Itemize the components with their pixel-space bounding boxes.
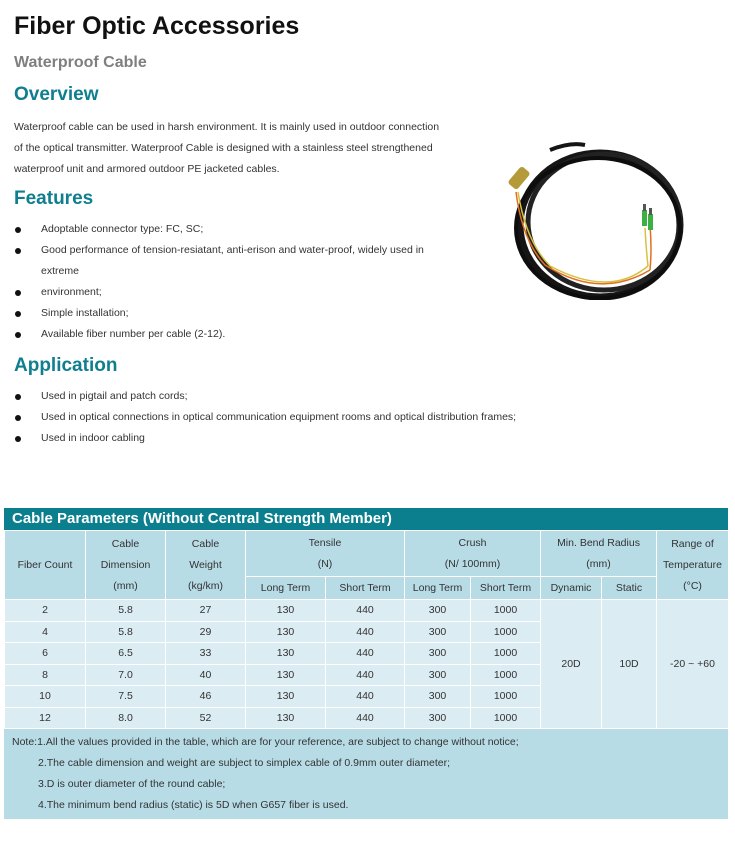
overview-line: Waterproof cable can be used in harsh environment. It is mainly used in outdoor connection: [14, 121, 440, 133]
bullet-icon: [15, 332, 21, 338]
list-item: [0, 407, 516, 428]
cell-crush-short: 1000: [471, 664, 541, 686]
cell-fiber-count: 2: [5, 600, 86, 622]
cell-crush-long: 300: [405, 664, 471, 686]
cell-dimension: 6.5: [86, 643, 166, 665]
cell-fiber-count: 6: [5, 643, 86, 665]
list-item: [0, 261, 424, 282]
list-item: [0, 219, 424, 240]
product-image: [500, 130, 720, 300]
list-item: [0, 282, 424, 303]
header-text: Dimension: [100, 558, 151, 571]
cell-tensile-short: 440: [326, 707, 405, 729]
cell-tensile-short: 440: [326, 664, 405, 686]
note-line: 3.D is outer diameter of the round cable;: [38, 778, 226, 790]
header-fiber-count: Fiber Count: [5, 531, 86, 600]
bullet-icon: [15, 436, 21, 442]
overview-text: [14, 117, 464, 180]
cell-tensile-long: 130: [246, 664, 326, 686]
page-title: Fiber Optic Accessories: [14, 12, 300, 40]
header-text: (kg/km): [188, 579, 223, 592]
note-line: 2.The cable dimension and weight are subject to simplex cable of 0.9mm outer diameter;: [38, 757, 451, 769]
header-crush: [405, 531, 541, 577]
cell-tensile-short: 440: [326, 621, 405, 643]
cell-crush-short: 1000: [471, 600, 541, 622]
feature-text: extreme: [41, 265, 79, 277]
cell-dimension: 8.0: [86, 707, 166, 729]
header-temperature: [657, 531, 729, 600]
cell-tensile-long: 130: [246, 643, 326, 665]
cell-crush-long: 300: [405, 686, 471, 708]
cell-tensile-long: 130: [246, 707, 326, 729]
list-item: [0, 303, 424, 324]
table-notes: [4, 729, 728, 819]
header-tensile-long-term: Long Term: [246, 577, 326, 600]
cell-crush-short: 1000: [471, 621, 541, 643]
application-text: Used in optical connections in optical communication equipment rooms and optical distribution frames;: [41, 411, 517, 423]
overview-line: waterproof unit and armored outdoor PE jacketed cables.: [14, 163, 280, 175]
header-tensile: [246, 531, 405, 577]
parameters-table: [4, 530, 729, 729]
header-text: (°C): [683, 579, 702, 592]
feature-text: Simple installation;: [41, 307, 129, 319]
header-bend-radius: [541, 531, 657, 577]
list-item: [0, 324, 424, 345]
table-title: Cable Parameters (Without Central Strength Member): [4, 508, 728, 530]
cell-dimension: 7.0: [86, 664, 166, 686]
cell-fiber-count: 10: [5, 686, 86, 708]
list-item: [0, 428, 516, 449]
cell-weight: 52: [166, 707, 246, 729]
cell-bend-static: 10D: [602, 600, 657, 729]
cell-dimension: 7.5: [86, 686, 166, 708]
features-list: [0, 219, 424, 345]
cell-tensile-short: 440: [326, 643, 405, 665]
cell-crush-long: 300: [405, 707, 471, 729]
cell-crush-short: 1000: [471, 643, 541, 665]
header-cable-dimension: [86, 531, 166, 600]
cell-crush-long: 300: [405, 600, 471, 622]
header-text: (mm): [113, 579, 138, 592]
cell-dimension: 5.8: [86, 621, 166, 643]
header-cable-weight: [166, 531, 246, 600]
cell-weight: 46: [166, 686, 246, 708]
bullet-icon: [15, 227, 21, 233]
page-subtitle: Waterproof Cable: [14, 54, 147, 71]
cell-tensile-long: 130: [246, 600, 326, 622]
bullet-icon: [15, 415, 21, 421]
features-heading: Features: [14, 188, 94, 209]
application-list: [0, 386, 516, 449]
cell-tensile-long: 130: [246, 686, 326, 708]
header-text: Cable: [191, 537, 220, 550]
cell-fiber-count: 12: [5, 707, 86, 729]
bullet-icon: [15, 394, 21, 400]
table-row: [5, 600, 729, 622]
cell-tensile-short: 440: [326, 600, 405, 622]
cell-fiber-count: 8: [5, 664, 86, 686]
list-item: [0, 240, 424, 261]
feature-text: environment;: [41, 286, 102, 298]
application-text: Used in indoor cabling: [41, 432, 145, 444]
header-text: Crush: [458, 536, 487, 549]
overview-heading: Overview: [14, 84, 99, 105]
note-line: 4.The minimum bend radius (static) is 5D when G657 fiber is used.: [38, 799, 349, 811]
header-text: Range of: [671, 537, 714, 550]
header-text: Cable: [111, 537, 140, 550]
header-dynamic: Dynamic: [541, 577, 602, 600]
cell-weight: 33: [166, 643, 246, 665]
cell-tensile-short: 440: [326, 686, 405, 708]
list-item: [0, 386, 516, 407]
cell-weight: 27: [166, 600, 246, 622]
header-text: Temperature: [663, 558, 722, 571]
feature-text: Adoptable connector type: FC, SC;: [41, 223, 204, 235]
header-text: Weight: [189, 558, 222, 571]
note-line: Note:1.All the values provided in the table, which are for your reference, are subject to change without notice;: [12, 736, 519, 748]
header-text: Min. Bend Radius: [557, 536, 640, 549]
header-text: Tensile: [308, 536, 342, 549]
cell-crush-short: 1000: [471, 707, 541, 729]
cell-bend-dynamic: 20D: [541, 600, 602, 729]
header-text: (N): [317, 557, 333, 570]
bullet-icon: [15, 290, 21, 296]
cell-fiber-count: 4: [5, 621, 86, 643]
cable-parameters-table: [4, 508, 728, 819]
application-text: Used in pigtail and patch cords;: [41, 390, 188, 402]
application-heading: Application: [14, 355, 118, 376]
header-tensile-short-term: Short Term: [326, 577, 405, 600]
cell-weight: 40: [166, 664, 246, 686]
bullet-icon: [15, 311, 21, 317]
bullet-icon: [15, 248, 21, 254]
header-static: Static: [602, 577, 657, 600]
header-text: (N/ 100mm): [444, 557, 501, 570]
cell-crush-long: 300: [405, 621, 471, 643]
cell-weight: 29: [166, 621, 246, 643]
cable-coil-icon: [500, 130, 720, 300]
feature-text: Available fiber number per cable (2-12).: [41, 328, 226, 340]
header-crush-long-term: Long Term: [405, 577, 471, 600]
feature-text: Good performance of tension-resiatant, anti-erison and water-proof, widely used in: [41, 244, 424, 256]
cell-dimension: 5.8: [86, 600, 166, 622]
header-text: (mm): [586, 557, 611, 570]
cell-crush-long: 300: [405, 643, 471, 665]
cell-crush-short: 1000: [471, 686, 541, 708]
cell-temperature-range: -20 ~ +60: [657, 600, 729, 729]
header-crush-short-term: Short Term: [471, 577, 541, 600]
cell-tensile-long: 130: [246, 621, 326, 643]
overview-line: of the optical transmitter. Waterproof Cable is designed with a stainless steel strengthened: [14, 142, 433, 154]
